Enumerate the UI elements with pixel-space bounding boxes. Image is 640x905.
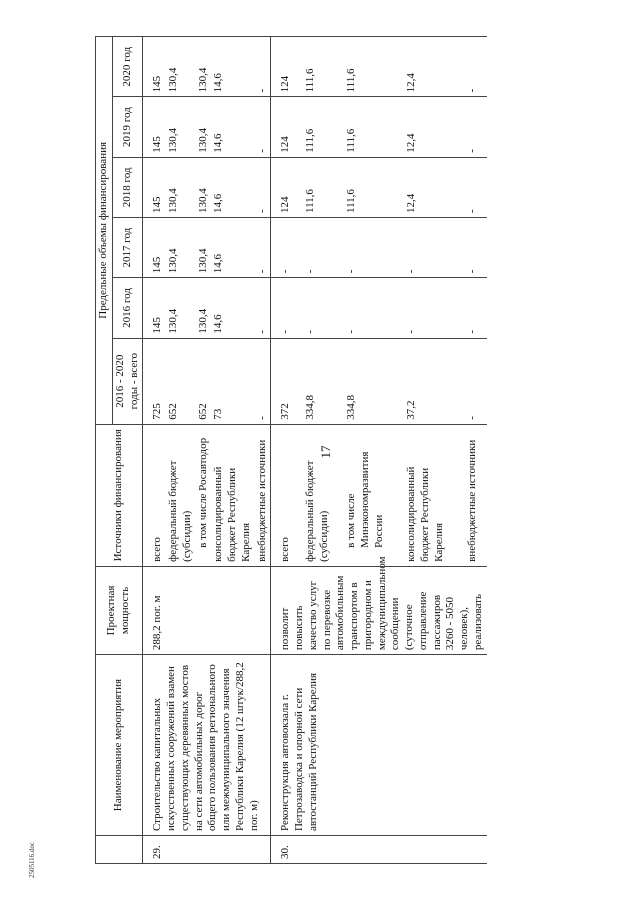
- value-2018: -: [465, 157, 487, 217]
- financing-table: [95, 36, 487, 864]
- header-year-2018: 2018 год: [112, 157, 143, 217]
- value-2017: -: [344, 218, 404, 278]
- total-value: 652: [166, 338, 196, 424]
- total-value: -: [465, 338, 487, 424]
- value-2019: 130,4: [166, 97, 196, 157]
- header-capacity: Проектная мощность: [96, 566, 143, 654]
- value-2017: 145: [143, 218, 166, 278]
- value-2016: -: [344, 278, 404, 338]
- value-2016: -: [404, 278, 464, 338]
- project-capacity: позволит повысить качество услуг по перевозке автомобильным транспортом в пригородном и междуниципальном сообщении (суточное отправление пассажиров 3260 - 5050 человек), реализовать: [271, 566, 487, 654]
- funding-source: всего: [271, 424, 303, 566]
- total-value: 73: [211, 338, 254, 424]
- value-2016: -: [465, 278, 487, 338]
- value-2018: 145: [143, 157, 166, 217]
- value-2019: 111,6: [303, 97, 344, 157]
- total-value: 652: [196, 338, 212, 424]
- total-value: 372: [271, 338, 303, 424]
- header-volumes-group: Предельные объемы финансирования: [96, 37, 113, 425]
- value-2019: 12,4: [404, 97, 464, 157]
- value-2018: 111,6: [303, 157, 344, 217]
- funding-source: внебюджетные источники: [465, 424, 487, 566]
- value-2019: 14,6: [211, 97, 254, 157]
- activity-name: Строительство капитальных искусственных сооружений взамен существующих деревянных мостов на сети автомобильных дорог общего пользования регионального или межмуниципального значения Республики Карелия (12 штук/288,2 пог. м): [143, 655, 271, 836]
- header-year-2016: 2016 год: [112, 278, 143, 338]
- funding-source: федеральный бюджет (субсидии): [303, 424, 344, 566]
- value-2018: 111,6: [344, 157, 404, 217]
- value-2016: -: [303, 278, 344, 338]
- funding-source: консолидированный бюджет Республики Карелия: [211, 424, 254, 566]
- page-number: 17: [318, 445, 333, 459]
- value-2017: -: [404, 218, 464, 278]
- value-2016: -: [255, 278, 271, 338]
- value-2020: 111,6: [303, 37, 344, 97]
- funding-source: федеральный бюджет (субсидии): [166, 424, 196, 566]
- activity-name: Реконструкция автовокзала г. Петрозаводска и опорной сети автостанций Республики Карелия: [271, 655, 487, 836]
- funding-source: всего: [143, 424, 166, 566]
- total-value: -: [255, 338, 271, 424]
- value-2020: 130,4: [196, 37, 212, 97]
- header-total: 2016 - 2020 годы - всего: [112, 338, 143, 424]
- value-2017: 14,6: [211, 218, 254, 278]
- value-2018: -: [255, 157, 271, 217]
- value-2017: -: [271, 218, 303, 278]
- value-2020: 111,6: [344, 37, 404, 97]
- value-2020: 145: [143, 37, 166, 97]
- value-2020: 124: [271, 37, 303, 97]
- value-2017: -: [303, 218, 344, 278]
- value-2018: 14,6: [211, 157, 254, 217]
- total-value: 37,2: [404, 338, 464, 424]
- value-2018: 130,4: [166, 157, 196, 217]
- funding-source: в том числе Росавтодор: [196, 424, 212, 566]
- funding-source: в том числе Минэкономразвития России: [344, 424, 404, 566]
- value-2017: -: [255, 218, 271, 278]
- table-row: [271, 37, 303, 864]
- value-2019: -: [255, 97, 271, 157]
- row-number: 29.: [143, 836, 271, 864]
- value-2017: -: [465, 218, 487, 278]
- value-2016: 130,4: [166, 278, 196, 338]
- value-2017: 130,4: [196, 218, 212, 278]
- header-year-2019: 2019 год: [112, 97, 143, 157]
- header-name: Наименование мероприятия: [96, 655, 143, 836]
- value-2018: 130,4: [196, 157, 212, 217]
- value-2018: 124: [271, 157, 303, 217]
- value-2018: 12,4: [404, 157, 464, 217]
- value-2019: 124: [271, 97, 303, 157]
- landscape-sheet: [95, 32, 545, 872]
- value-2019: -: [465, 97, 487, 157]
- header-number: [96, 836, 143, 864]
- funding-source: консолидированный бюджет Республики Карелия: [404, 424, 464, 566]
- value-2020: 14,6: [211, 37, 254, 97]
- project-capacity: 288,2 пог. м: [143, 566, 271, 654]
- document-code: 2505116.doc: [28, 841, 36, 879]
- value-2020: 130,4: [166, 37, 196, 97]
- value-2019: 111,6: [344, 97, 404, 157]
- value-2016: 14,6: [211, 278, 254, 338]
- header-year-2017: 2017 год: [112, 218, 143, 278]
- value-2016: 130,4: [196, 278, 212, 338]
- row-number: 30.: [271, 836, 487, 864]
- value-2019: 130,4: [196, 97, 212, 157]
- table-row: [143, 37, 166, 864]
- value-2020: -: [255, 37, 271, 97]
- value-2016: 145: [143, 278, 166, 338]
- value-2020: 12,4: [404, 37, 464, 97]
- value-2020: -: [465, 37, 487, 97]
- total-value: 725: [143, 338, 166, 424]
- total-value: 334,8: [303, 338, 344, 424]
- header-sources: Источники финансирования: [96, 424, 143, 566]
- funding-source: внебюджетные источники: [255, 424, 271, 566]
- table-body: [143, 37, 487, 864]
- value-2017: 130,4: [166, 218, 196, 278]
- header-year-2020: 2020 год: [112, 37, 143, 97]
- table-header: [96, 37, 143, 864]
- value-2016: -: [271, 278, 303, 338]
- total-value: 334,8: [344, 338, 404, 424]
- value-2019: 145: [143, 97, 166, 157]
